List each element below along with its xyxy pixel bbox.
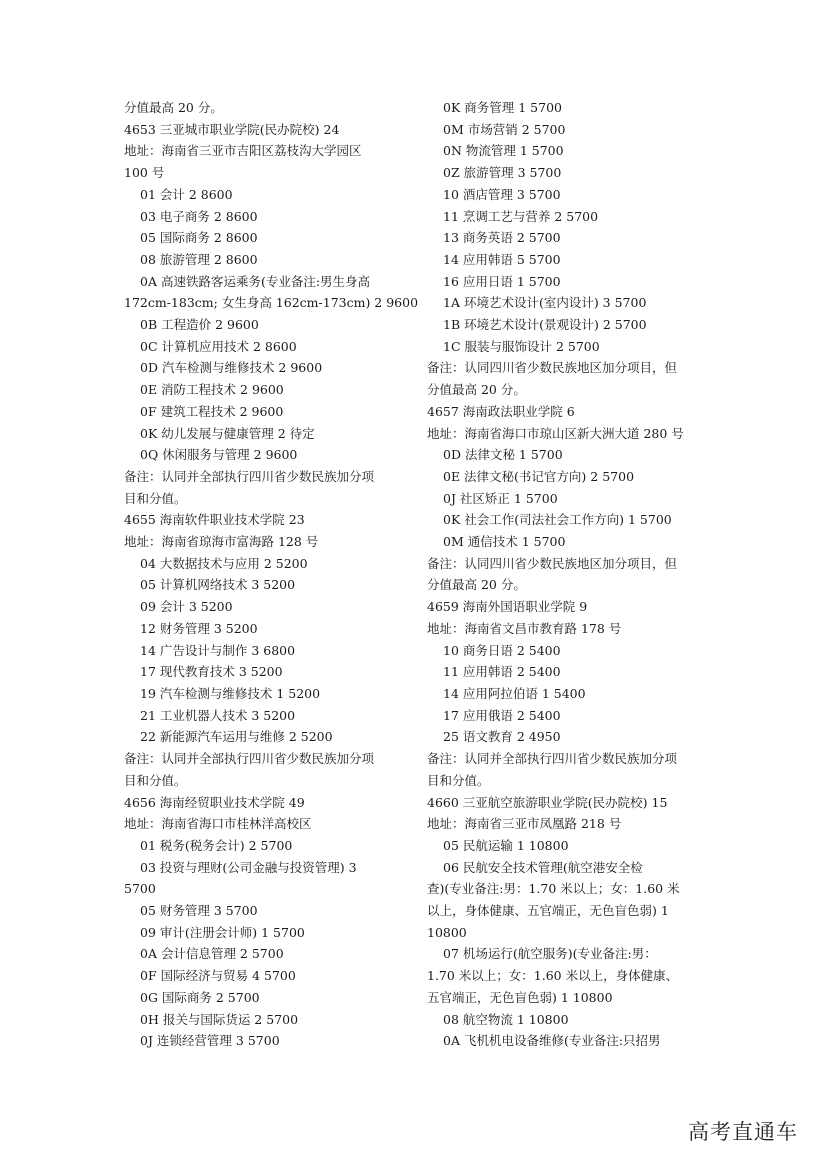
text-line: 1B 环境艺术设计(景观设计) 2 5700: [443, 317, 647, 333]
text-line: 09 审计(注册会计师) 1 5700: [140, 924, 305, 940]
text-line: 14 广告设计与制作 3 6800: [140, 642, 296, 658]
text-line: 0K 商务管理 1 5700: [443, 100, 562, 115]
text-line: 0E 法律文秘(书记官方向) 2 5700: [443, 468, 635, 484]
text-line: 172cm-183cm; 女生身高 162cm-173cm) 2 9600: [124, 295, 419, 311]
text-line: 17 现代教育技术 3 5200: [140, 664, 283, 680]
text-line: 08 旅游管理 2 8600: [140, 251, 258, 267]
text-line: 06 民航安全技术管理(航空港安全检: [443, 859, 643, 875]
text-line: 0M 通信技术 1 5700: [443, 534, 566, 550]
text-line: 13 商务英语 2 5700: [443, 230, 561, 246]
text-line: 0F 国际经济与贸易 4 5700: [140, 968, 296, 984]
text-line: 0J 社区矫正 1 5700: [443, 490, 558, 506]
text-line: 03 投资与理财(公司金融与投资管理) 3: [140, 859, 357, 875]
text-line: 05 民航运输 1 10800: [443, 837, 569, 853]
text-line: 14 应用阿拉伯语 1 5400: [443, 685, 586, 701]
text-line: 0D 汽车检测与维修技术 2 9600: [140, 360, 323, 376]
text-line: 0A 高速铁路客运乘务(专业备注:男生身高: [140, 273, 371, 289]
text-line: 4659 海南外国语职业学院 9: [427, 599, 588, 615]
text-line: 100 号: [124, 165, 165, 181]
text-line: 25 语文教育 2 4950: [443, 729, 561, 745]
text-line: 01 税务(税务会计) 2 5700: [140, 837, 293, 853]
text-line: 0Z 旅游管理 3 5700: [443, 165, 562, 181]
text-line: 10 酒店管理 3 5700: [443, 186, 561, 202]
text-line: 分值最高 20 分。: [427, 577, 526, 593]
text-line: 地址：海南省三亚市凤凰路 218 号: [427, 816, 622, 832]
text-line: 19 汽车检测与维修技术 1 5200: [140, 685, 321, 701]
text-line: 0J 连锁经营管理 3 5700: [140, 1033, 280, 1049]
text-line: 备注：认同并全部执行四川省少数民族加分项: [124, 751, 375, 767]
text-line: 4653 三亚城市职业学院(民办院校) 24: [124, 121, 340, 137]
text-line: 地址：海南省文昌市教育路 178 号: [427, 620, 622, 636]
text-line: 21 工业机器人技术 3 5200: [140, 707, 296, 723]
right-column: [427, 97, 712, 1052]
text-line: 4655 海南软件职业技术学院 23: [124, 512, 305, 528]
text-line: 备注：认同四川省少数民族地区加分项目，但: [427, 360, 678, 376]
text-line: 05 财务管理 3 5700: [140, 903, 258, 919]
text-line: 地址：海南省琼海市富海路 128 号: [124, 534, 319, 550]
text-line: 08 航空物流 1 10800: [443, 1011, 569, 1027]
text-line: 0F 建筑工程技术 2 9600: [140, 403, 284, 419]
text-line: 0K 社会工作(司法社会工作方向) 1 5700: [443, 512, 672, 528]
text-line: 0B 工程造价 2 9600: [140, 317, 259, 333]
text-line: 分值最高 20 分。: [124, 100, 223, 115]
text-line: 查)(专业备注:男：1.70 米以上；女：1.60 米: [427, 881, 680, 897]
text-line: 05 国际商务 2 8600: [140, 230, 258, 246]
text-line: 03 电子商务 2 8600: [140, 208, 258, 224]
text-line: 1.70 米以上；女：1.60 米以上，身体健康、: [427, 968, 679, 984]
text-line: 0K 幼儿发展与健康管理 2 待定: [140, 425, 315, 441]
text-line: 目和分值。: [124, 490, 187, 506]
text-line: 5700: [124, 881, 156, 897]
text-line: 01 会计 2 8600: [140, 186, 233, 202]
text-line: 11 应用韩语 2 5400: [443, 664, 561, 680]
text-line: 05 计算机网络技术 3 5200: [140, 577, 296, 593]
text-line: 22 新能源汽车运用与维修 2 5200: [140, 729, 333, 745]
text-line: 0Q 休闲服务与管理 2 9600: [140, 447, 298, 463]
text-line: 目和分值。: [427, 772, 490, 788]
text-line: 五官端正，无色盲色弱) 1 10800: [427, 989, 613, 1005]
text-line: 备注：认同并全部执行四川省少数民族加分项: [427, 751, 678, 767]
text-line: 0G 国际商务 2 5700: [140, 989, 260, 1005]
text-line: 地址：海南省海口市桂林洋高校区: [124, 816, 312, 832]
text-line: 12 财务管理 3 5200: [140, 620, 258, 636]
text-line: 0H 报关与国际货运 2 5700: [140, 1011, 299, 1027]
text-line: 10 商务日语 2 5400: [443, 642, 561, 658]
text-line: 以上，身体健康、五官端正，无色盲色弱) 1: [427, 903, 669, 919]
text-line: 0M 市场营销 2 5700: [443, 121, 566, 137]
text-line: 14 应用韩语 5 5700: [443, 251, 561, 267]
text-line: 09 会计 3 5200: [140, 599, 233, 615]
text-line: 1C 服装与服饰设计 2 5700: [443, 338, 600, 354]
text-line: 0N 物流管理 1 5700: [443, 143, 564, 159]
text-line: 0E 消防工程技术 2 9600: [140, 382, 284, 398]
text-line: 分值最高 20 分。: [427, 382, 526, 398]
text-line: 0D 法律文秘 1 5700: [443, 447, 563, 463]
text-line: 17 应用俄语 2 5400: [443, 707, 561, 723]
text-line: 地址：海南省海口市琼山区新大洲大道 280 号: [427, 425, 684, 441]
text-line: 目和分值。: [124, 772, 187, 788]
text-line: 0C 计算机应用技术 2 8600: [140, 338, 297, 354]
text-line: 备注：认同并全部执行四川省少数民族加分项: [124, 468, 375, 484]
watermark-text: 高考直通车: [688, 1120, 798, 1144]
text-line: 04 大数据技术与应用 2 5200: [140, 555, 308, 571]
text-line: 备注：认同四川省少数民族地区加分项目，但: [427, 555, 678, 571]
text-line: 11 烹调工艺与营养 2 5700: [443, 208, 599, 224]
text-line: 0A 会计信息管理 2 5700: [140, 946, 284, 962]
left-column: [124, 97, 419, 1052]
text-line: 1A 环境艺术设计(室内设计) 3 5700: [443, 295, 647, 311]
text-line: 4656 海南经贸职业技术学院 49: [124, 794, 305, 810]
text-line: 4657 海南政法职业学院 6: [427, 403, 575, 419]
text-line: 07 机场运行(航空服务)(专业备注:男：: [443, 946, 657, 962]
text-line: 0A 飞机机电设备维修(专业备注:只招男: [443, 1033, 661, 1049]
text-line: 4660 三亚航空旅游职业学院(民办院校) 15: [427, 794, 668, 810]
text-line: 16 应用日语 1 5700: [443, 273, 561, 289]
text-line: 10800: [427, 924, 467, 940]
text-line: 地址：海南省三亚市吉阳区荔枝沟大学园区: [124, 143, 362, 159]
